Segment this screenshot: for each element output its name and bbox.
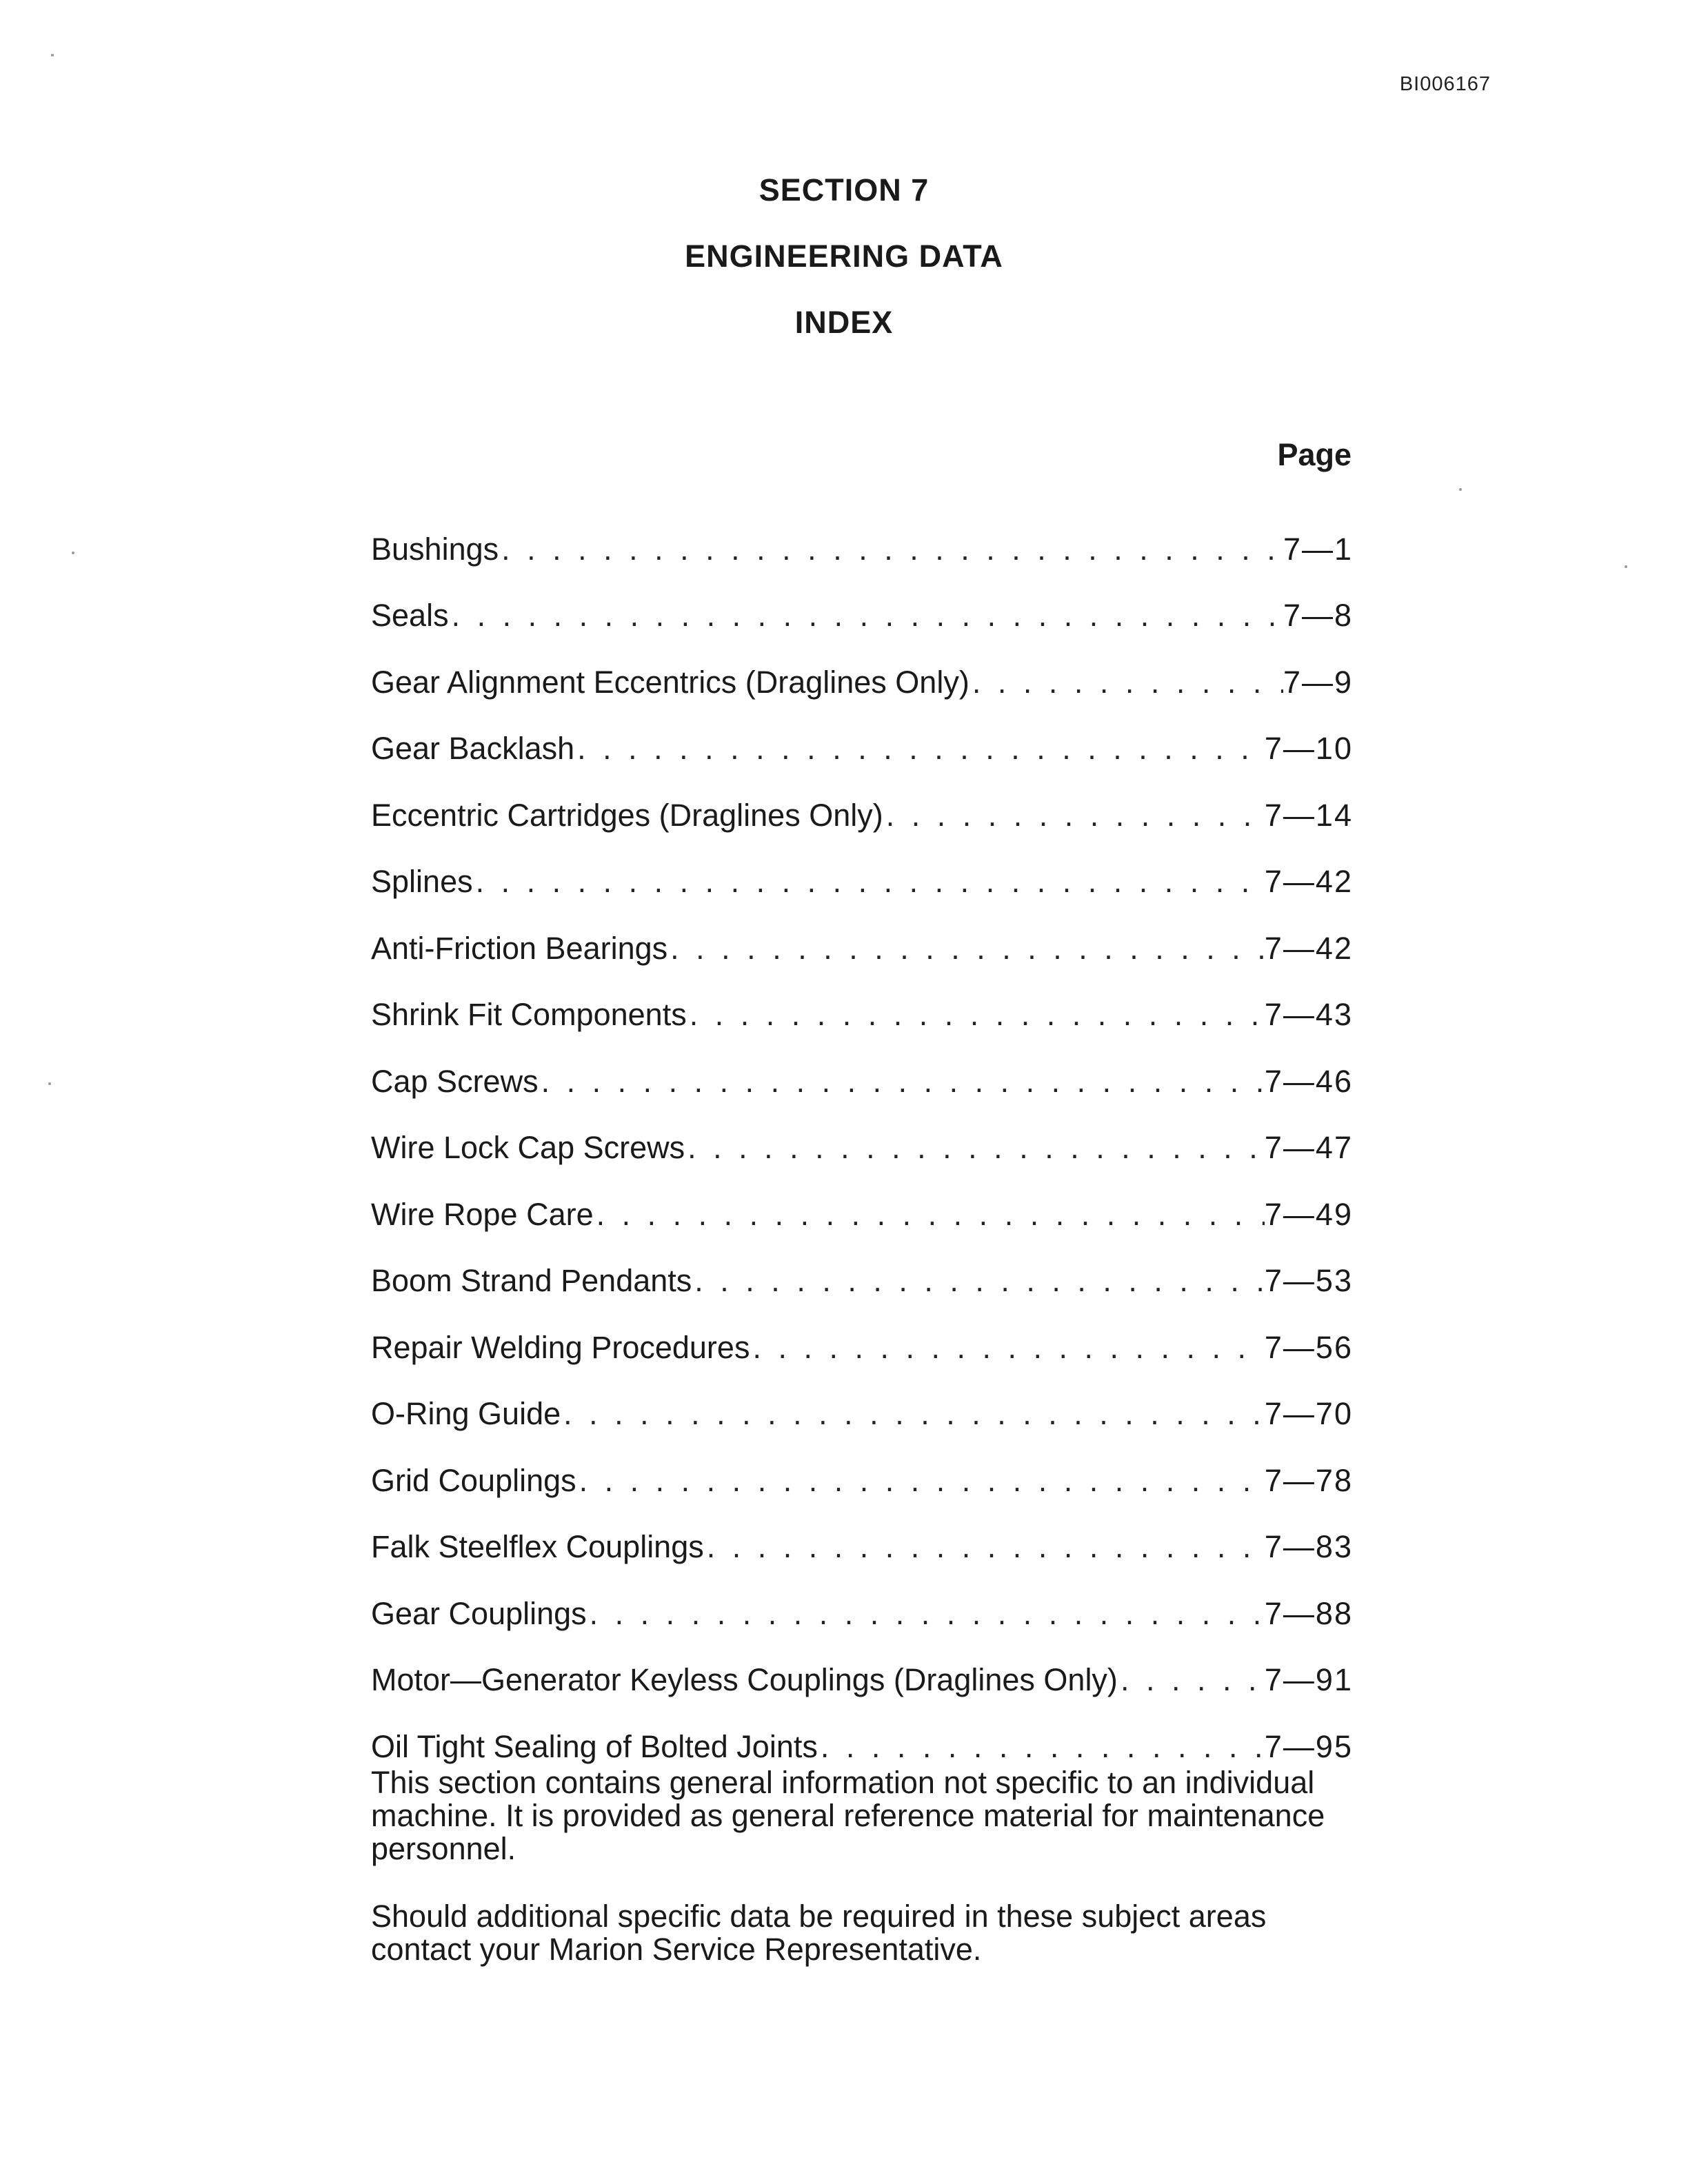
dot-leader (667, 931, 1265, 967)
toc-entry-eccentric-cartridges (371, 767, 1353, 833)
toc-entry-falk-steelflex-couplings (371, 1499, 1353, 1566)
toc-entry-repair-welding-procedures (371, 1299, 1353, 1366)
toc-entry-page: 7—47 (1264, 1130, 1353, 1165)
toc-entry-title: Cap Screws (371, 1063, 539, 1099)
toc-entry-title: Splines (371, 864, 473, 899)
scan-speck (1459, 488, 1462, 491)
toc-entry-title: O-Ring Guide (371, 1396, 561, 1431)
page-subtitle: INDEX (794, 305, 894, 340)
dot-leader (687, 997, 1265, 1033)
toc-entry-splines (371, 833, 1353, 900)
toc-entry-page: 7—83 (1264, 1529, 1353, 1564)
scan-speck (72, 552, 74, 554)
toc-entry-page: 7—14 (1264, 797, 1353, 833)
toc-entry-gear-couplings (371, 1565, 1353, 1632)
dot-leader (704, 1529, 1265, 1565)
toc-entry-page: 7—9 (1283, 664, 1353, 700)
dot-leader (449, 598, 1283, 634)
page-title: ENGINEERING DATA (685, 239, 1003, 274)
toc-entry-seals (371, 567, 1353, 634)
dot-leader (539, 1064, 1265, 1100)
toc-entry-page: 7—42 (1264, 930, 1353, 966)
scan-speck (51, 54, 54, 57)
toc-entry-page: 7—70 (1264, 1396, 1353, 1431)
toc-entry-motor-generator-keyless-couplings (371, 1632, 1353, 1699)
toc-entry-title: Repair Welding Procedures (371, 1329, 750, 1365)
dot-leader (576, 1463, 1265, 1499)
toc-entry-title: Falk Steelflex Couplings (371, 1529, 704, 1564)
toc-entry-oil-tight-sealing (371, 1698, 1353, 1765)
toc-entry-anti-friction-bearings (371, 900, 1353, 967)
toc-entry-page: 7—78 (1264, 1462, 1353, 1498)
section-heading: SECTION 7 (758, 172, 930, 208)
table-of-contents (371, 501, 1353, 1765)
dot-leader (685, 1130, 1265, 1166)
dot-leader (499, 532, 1283, 567)
general-info-paragraph: This section contains general information not specific to an individual machine. It is provided as general reference material for maintenance personnel. (371, 1765, 1325, 1866)
dot-leader (594, 1197, 1265, 1233)
scan-speck (1625, 565, 1627, 568)
toc-entry-page: 7—53 (1264, 1263, 1353, 1298)
dot-leader (561, 1396, 1265, 1432)
toc-entry-grid-couplings (371, 1432, 1353, 1499)
toc-entry-page: 7—88 (1264, 1595, 1353, 1631)
toc-entry-boom-strand-pendants (371, 1233, 1353, 1300)
toc-entry-title: Grid Couplings (371, 1462, 576, 1498)
toc-entry-title: Gear Alignment Eccentrics (Draglines Only) (371, 664, 969, 700)
contact-paragraph: Should additional specific data be required in these subject areas contact your Marion Service Representative. (371, 1899, 1267, 1967)
toc-entry-o-ring-guide (371, 1366, 1353, 1433)
toc-entry-title: Gear Couplings (371, 1595, 587, 1631)
scan-speck (48, 1082, 51, 1085)
toc-entry-page: 7—49 (1264, 1196, 1353, 1232)
toc-entry-title: Anti-Friction Bearings (371, 930, 668, 966)
dot-leader (750, 1330, 1264, 1366)
toc-entry-gear-backlash (371, 700, 1353, 767)
toc-entry-title: Eccentric Cartridges (Draglines Only) (371, 797, 883, 833)
toc-entry-title: Gear Backlash (371, 731, 575, 766)
toc-entry-title: Motor—Generator Keyless Couplings (Draglines Only) (371, 1662, 1118, 1697)
toc-entry-page: 7—1 (1283, 531, 1353, 567)
toc-entry-gear-alignment-eccentrics (371, 634, 1353, 700)
toc-entry-page: 7—42 (1264, 864, 1353, 899)
dot-leader (574, 731, 1265, 767)
toc-entry-title: Boom Strand Pendants (371, 1263, 692, 1298)
page-column-label: Page (1277, 437, 1352, 472)
toc-entry-page: 7—43 (1264, 997, 1353, 1032)
toc-entry-title: Oil Tight Sealing of Bolted Joints (371, 1728, 818, 1764)
toc-entry-page: 7—56 (1264, 1329, 1353, 1365)
document-id: BI006167 (1399, 73, 1491, 95)
toc-entry-cap-screws (371, 1033, 1353, 1100)
toc-entry-page: 7—10 (1264, 731, 1353, 766)
toc-entry-shrink-fit-components (371, 967, 1353, 1033)
toc-entry-title: Seals (371, 598, 449, 633)
toc-entry-page: 7—8 (1283, 598, 1353, 633)
dot-leader (1118, 1662, 1265, 1698)
toc-entry-wire-lock-cap-screws (371, 1100, 1353, 1166)
dot-leader (587, 1596, 1265, 1632)
toc-entry-page: 7—46 (1264, 1063, 1353, 1099)
toc-entry-page: 7—95 (1264, 1728, 1353, 1764)
dot-leader (692, 1263, 1265, 1299)
toc-entry-bushings (371, 501, 1353, 567)
dot-leader (969, 665, 1283, 700)
toc-entry-page: 7—91 (1264, 1662, 1353, 1697)
toc-entry-title: Shrink Fit Components (371, 997, 687, 1032)
dot-leader (818, 1729, 1265, 1765)
dot-leader (883, 798, 1265, 833)
toc-entry-title: Wire Rope Care (371, 1196, 594, 1232)
toc-entry-title: Bushings (371, 531, 499, 567)
dot-leader (473, 864, 1265, 900)
toc-entry-title: Wire Lock Cap Screws (371, 1130, 685, 1165)
toc-entry-wire-rope-care (371, 1166, 1353, 1233)
